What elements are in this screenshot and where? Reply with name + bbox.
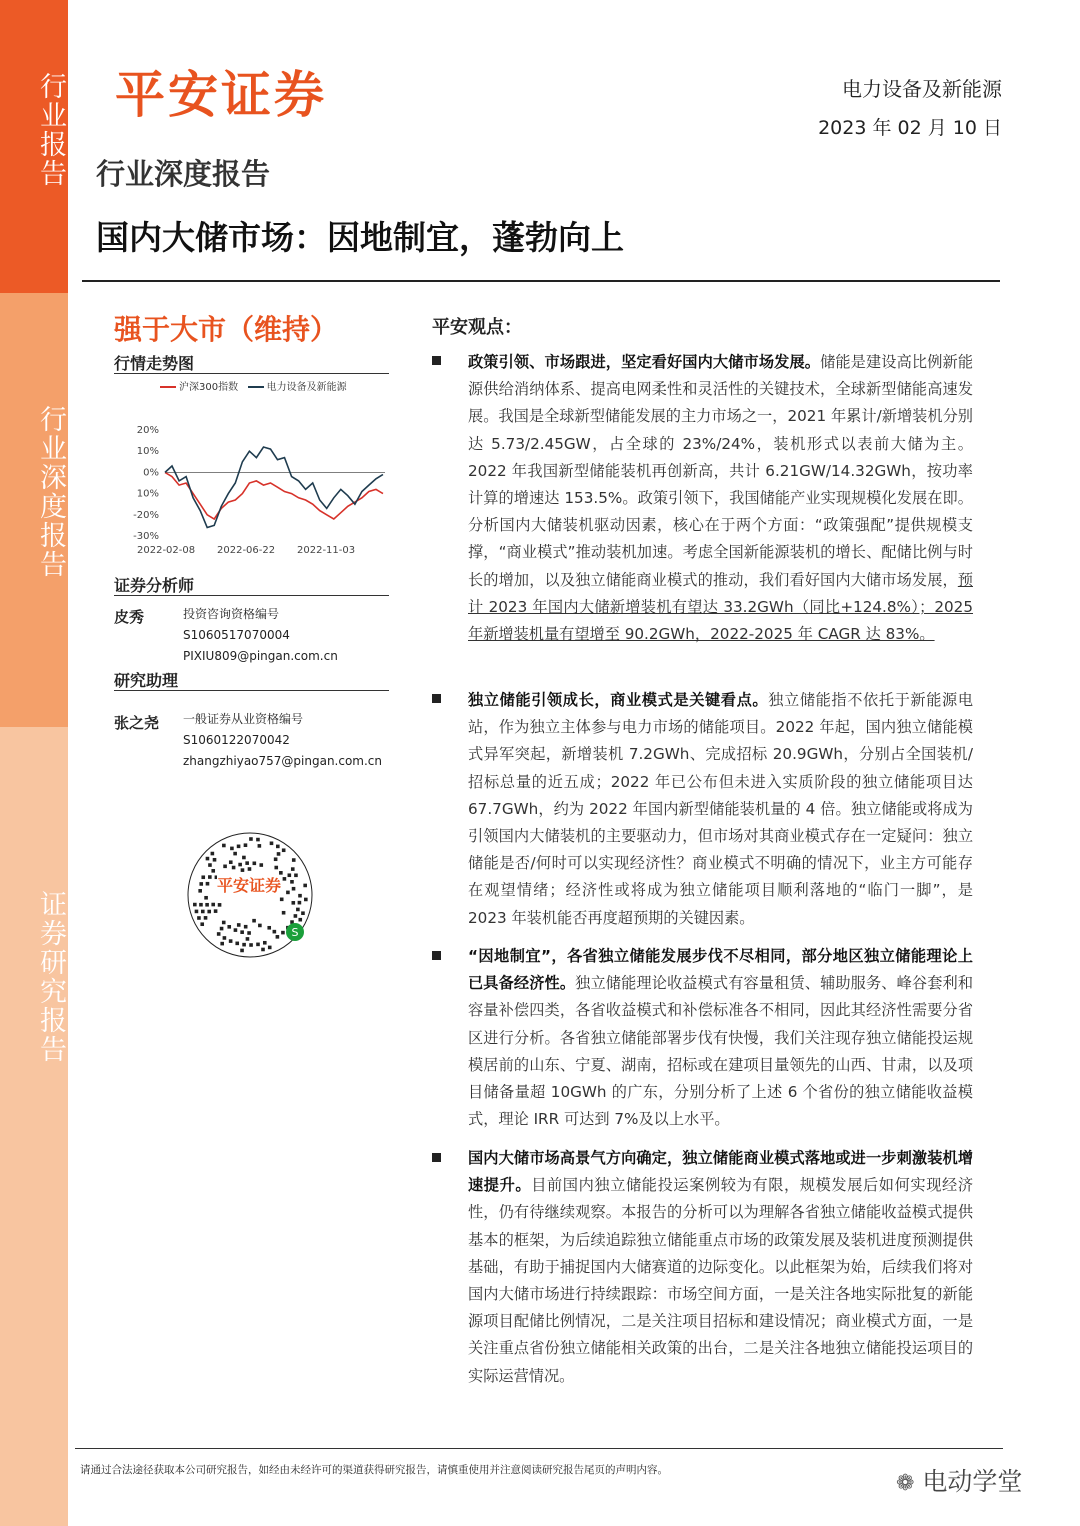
- qr-dot: [197, 916, 201, 920]
- qr-dot: [249, 943, 253, 947]
- qr-dot: [245, 861, 249, 865]
- x-tick-label: 2022-11-03: [297, 545, 356, 556]
- bullet-marker: [432, 951, 441, 960]
- qr-dot: [240, 930, 244, 934]
- qr-dot: [301, 911, 305, 915]
- bullet-text: 独立储能理论收益模式有容量租赁、辅助服务、峰谷套利和容量补偿四类，各省收益模式和补偿标准各不相同，因此其经济性需要分省区进行分析。各省独立储能部署步伐有快慢，我们关注现存独立储能投运规模居前的山东、宁夏、湖南，招标或在建项目量领先的山西、甘肃，以及项目储备量超 10GWh 的广东，分别分析了上述 6 个省份的独立储能收益模式，理论 IRR 可达到 7%及以上水平。: [468, 974, 974, 1129]
- qr-dot: [220, 927, 224, 931]
- qr-dot: [204, 896, 208, 900]
- bullet-paragraph-3: [468, 943, 973, 1133]
- qr-dot: [274, 866, 278, 870]
- qr-dot: [244, 925, 248, 929]
- qr-dot: [238, 863, 242, 867]
- qr-dot: [246, 937, 250, 941]
- qr-dot: [296, 908, 300, 912]
- qr-dot: [230, 847, 234, 851]
- qr-dot: [234, 928, 238, 932]
- qr-dot: [294, 873, 298, 877]
- bullet-text: 储能是建设高比例新能源供给消纳体系、提高电网柔性和灵活性的关键技术，全球新型储能高速发展。我国是全球新型储能发展的主力市场之一，2021 年累计/新增装机分别达 5.73/2.45GW，占全球的 23%/24%，装机形式以表前大储为主。2022 年我国新型储能装机再创新高，共计 6.21GW/14.32GWh，按功率计算的增速达 153.5%。政策引领下，我国储能产业实现规模化发展在即。分析国内大储装机驱动因素，核心在于两个方面：“政策强配”提供规模支撑，“商业模式”推动装机加速。考虑全国新能源装机的增长、配储比例与时长的增加，以及独立储能商业模式的推动，我们看好国内大储市场发展，: [468, 353, 974, 589]
- report-date: 2023 年 02 月 10 日: [818, 117, 1002, 139]
- qr-dot: [249, 837, 253, 841]
- bullet-text: 目前国内独立储能投运案例较为有限，规模发展后如何实现经济性，仍有待继续观察。本报告的分析可以为理解各省独立储能收益模式提供基本的框架，为后续追踪独立储能重点市场的政策发展及装机进度预测提供基础，有助于捕捉国内大储赛道的边际变化。以此框架为始，后续我们将对国内大储市场进行持续跟踪：市场空间方面，一是关注各地实际批复的新能源项目配储比例情况，二是关注项目招标和建设情况；商业模式方面，一是关注重点省份独立储能相关政策的出台，二是关注各地独立储能投运项目的实际运营情况。: [468, 1176, 974, 1385]
- qr-dot: [304, 898, 308, 902]
- series-line-sector: [165, 447, 383, 528]
- qr-dot: [286, 891, 290, 895]
- qr-dot: [222, 844, 226, 848]
- qr-dot: [227, 925, 231, 929]
- qr-dot: [240, 949, 244, 953]
- qr-dot: [270, 841, 274, 845]
- cert-label: 一般证券从业资格编号: [183, 712, 304, 726]
- y-tick-label: 0%: [143, 467, 159, 479]
- y-tick-label: -20%: [133, 509, 159, 521]
- company-logo: 平安证券: [115, 66, 327, 124]
- qr-dot: [207, 910, 211, 914]
- legend-label: 电力设备及新能源: [266, 382, 347, 393]
- qr-dot: [229, 860, 233, 864]
- y-tick-label: 10%: [136, 488, 159, 500]
- side-tab-label: 行业深度报告: [35, 405, 66, 579]
- assistant-email[interactable]: zhangzhiyao757@pingan.com.cn: [183, 754, 383, 768]
- side-tab-label: 行业报告: [35, 72, 66, 188]
- qr-dot: [280, 898, 284, 902]
- bullet-forecast: 预计 2023 年国内大储新增装机有望达 33.2GWh（同比+124.8%）；2025 年新增装机量有望增至 90.2GWh，2022-2025 年 CAGR 达 83%。: [468, 570, 973, 644]
- chart-legend: [160, 378, 347, 393]
- qr-dot: [211, 903, 215, 907]
- analyst-info: [183, 604, 338, 667]
- qr-dot: [256, 838, 260, 842]
- qr-dot: [276, 935, 280, 939]
- bullet-text: 独立储能指不依托于新能源电站，作为独立主体参与电力市场的储能项目。2022 年起，国内独立储能模式异军突起，新增装机 7.2GWh、完成招标 20.9GWh，分别占全国装机/招标总量的近五成；2022 年已公布但未进入实质阶段的独立储能项目达 67.7GWh，约为 2022 年国内新型储能装机量的 4 倍。独立储能或将成为引领国内大储装机的主要驱动力，但市场对其商业模式存在一定疑问：独立储能是否/何时可以实现经济性？商业模式不明确的情况下，业主方可能存在观望情绪；经济性或将成为独立储能项目顺利落地的“临门一脚”，是 2023 年装机能否再度超预期的关键因素。: [468, 691, 974, 927]
- qr-dot: [292, 887, 296, 891]
- market-trend-chart: [125, 418, 395, 563]
- qr-dot: [252, 919, 256, 923]
- qr-dot: [282, 911, 286, 915]
- qr-dot: [244, 843, 248, 847]
- x-tick-label: 2022-02-08: [137, 545, 196, 556]
- qr-dot: [233, 852, 237, 856]
- bullet-paragraph-2: [468, 687, 973, 932]
- bullet-heading: 国内大储市场高景气方向确定，独立储能商业模式落地或进一步刺激装机增速提升。: [468, 1149, 973, 1195]
- qr-dot: [206, 882, 210, 886]
- qr-dot: [291, 901, 295, 905]
- qr-dot: [232, 866, 236, 870]
- watermark-text: 电动学堂: [922, 1467, 1023, 1496]
- qr-dot: [267, 926, 271, 930]
- cert-label: 投资咨询资格编号: [183, 607, 280, 621]
- qr-dot: [204, 916, 208, 920]
- analyst-name: 皮秀: [114, 608, 145, 626]
- cert-number: S1060122070042: [183, 733, 290, 747]
- section-divider: [114, 595, 389, 596]
- side-tab-securities-report: [0, 727, 68, 1526]
- viewpoint-title: 平安观点：: [432, 317, 522, 338]
- qr-dot: [263, 941, 267, 945]
- qr-dot: [237, 923, 241, 927]
- qr-dot: [205, 903, 209, 907]
- legend-swatch-hs300: [160, 386, 176, 388]
- qr-dot: [193, 903, 197, 907]
- qr-dot: [242, 856, 246, 860]
- qr-dot: [208, 875, 212, 879]
- qr-dot: [276, 845, 280, 849]
- qr-dot: [223, 865, 227, 869]
- qr-dot: [206, 857, 210, 861]
- qr-label: 平安证券: [217, 876, 282, 895]
- qr-dot: [261, 948, 265, 952]
- qr-dot: [294, 914, 298, 918]
- qr-dot: [199, 903, 203, 907]
- qr-dot: [217, 932, 221, 936]
- qr-dot: [281, 931, 285, 935]
- bullet-paragraph-4: [468, 1145, 973, 1390]
- qr-dot: [247, 931, 251, 935]
- bullet-marker: [432, 356, 441, 365]
- qr-dot: [248, 867, 252, 871]
- qr-dot: [242, 943, 246, 947]
- qr-dot: [241, 868, 245, 872]
- qr-dot: [201, 875, 205, 879]
- report-type: 行业深度报告: [96, 157, 271, 191]
- bullet-heading: 政策引领、市场跟进，坚定看好国内大储市场发展。: [468, 353, 821, 371]
- footer-disclaimer: 请通过合法途径获取本公司研究报告，如经由未经许可的渠道获得研究报告，请慎重使用并注意阅读研究报告尾页的声明内容。: [80, 1464, 668, 1476]
- analyst-email[interactable]: PIXIU809@pingan.com.cn: [183, 649, 338, 663]
- qr-dot: [258, 924, 262, 928]
- section-divider: [114, 373, 389, 374]
- qr-dot: [223, 936, 227, 940]
- qr-dot: [214, 909, 218, 913]
- qr-dot: [288, 873, 292, 877]
- bullet-heading: “因地制宜”，各省独立储能发展步伐不尽相同，部分地区独立储能理论上已具备经济性。: [468, 947, 973, 993]
- qr-dot: [211, 852, 215, 856]
- qr-dot: [277, 852, 281, 856]
- qr-dot: [283, 877, 287, 881]
- qr-dot: [218, 903, 222, 907]
- qr-dot: [253, 861, 257, 865]
- qr-dot: [237, 845, 241, 849]
- qr-dot: [282, 848, 286, 852]
- qr-dot: [298, 894, 302, 898]
- legend-label: 沪深300指数: [179, 382, 239, 393]
- qr-dot: [229, 939, 233, 943]
- qr-dot: [200, 922, 204, 926]
- qr-dot: [273, 930, 277, 934]
- bullet-heading: 独立储能引领成长，商业模式是关键看点。: [468, 691, 769, 709]
- qr-dot: [290, 880, 294, 884]
- chart-section-label: 行情走势图: [114, 354, 195, 373]
- y-tick-label: 10%: [136, 446, 159, 458]
- wechat-icon: ❁: [896, 1471, 915, 1496]
- rating: 强于大市（维持）: [114, 313, 339, 346]
- report-title: 国内大储市场：因地制宜，蓬勃向上: [96, 218, 624, 257]
- svg-text:S: S: [291, 926, 299, 939]
- qr-dot: [220, 942, 224, 946]
- y-tick-label: 20%: [136, 425, 159, 436]
- watermark: [896, 1462, 1022, 1498]
- footer-divider: [75, 1448, 1003, 1449]
- qr-dot: [198, 889, 202, 893]
- assistant-name: 张之尧: [114, 714, 160, 732]
- qr-dot: [303, 884, 307, 888]
- x-tick-label: 2022-06-22: [217, 545, 276, 556]
- section-divider: [114, 690, 389, 691]
- qr-dot: [195, 910, 199, 914]
- header-divider: [82, 280, 1000, 282]
- qr-dot: [208, 863, 212, 867]
- series-line-hs300: [165, 472, 383, 519]
- bullet-paragraph-1: [468, 349, 973, 648]
- qr-dot: [291, 867, 295, 871]
- qr-dot: [211, 869, 215, 873]
- qr-dot: [298, 918, 302, 922]
- qr-dot: [274, 857, 278, 861]
- qr-dot: [258, 844, 262, 848]
- qr-dot: [201, 910, 205, 914]
- legend-swatch-sector: [248, 386, 264, 388]
- qr-dot: [235, 942, 239, 946]
- qr-dot: [222, 921, 226, 925]
- assistant-section-label: 研究助理: [114, 671, 179, 690]
- cert-number: S1060517070004: [183, 628, 290, 642]
- qr-dot: [199, 882, 203, 886]
- qr-dot: [213, 858, 217, 862]
- bullet-marker: [432, 1153, 441, 1162]
- side-tab-label: 证券研究报告: [35, 890, 66, 1064]
- bullet-marker: [432, 694, 441, 703]
- qr-dot: [259, 863, 263, 867]
- qr-dot: [256, 943, 260, 947]
- qr-dot: [268, 946, 272, 950]
- industry-label: 电力设备及新能源: [842, 77, 1002, 101]
- y-tick-label: -30%: [133, 531, 159, 542]
- qr-dot: [292, 858, 296, 862]
- assistant-info: [183, 709, 382, 772]
- analyst-section-label: 证券分析师: [114, 576, 195, 595]
- qr-dot: [298, 901, 302, 905]
